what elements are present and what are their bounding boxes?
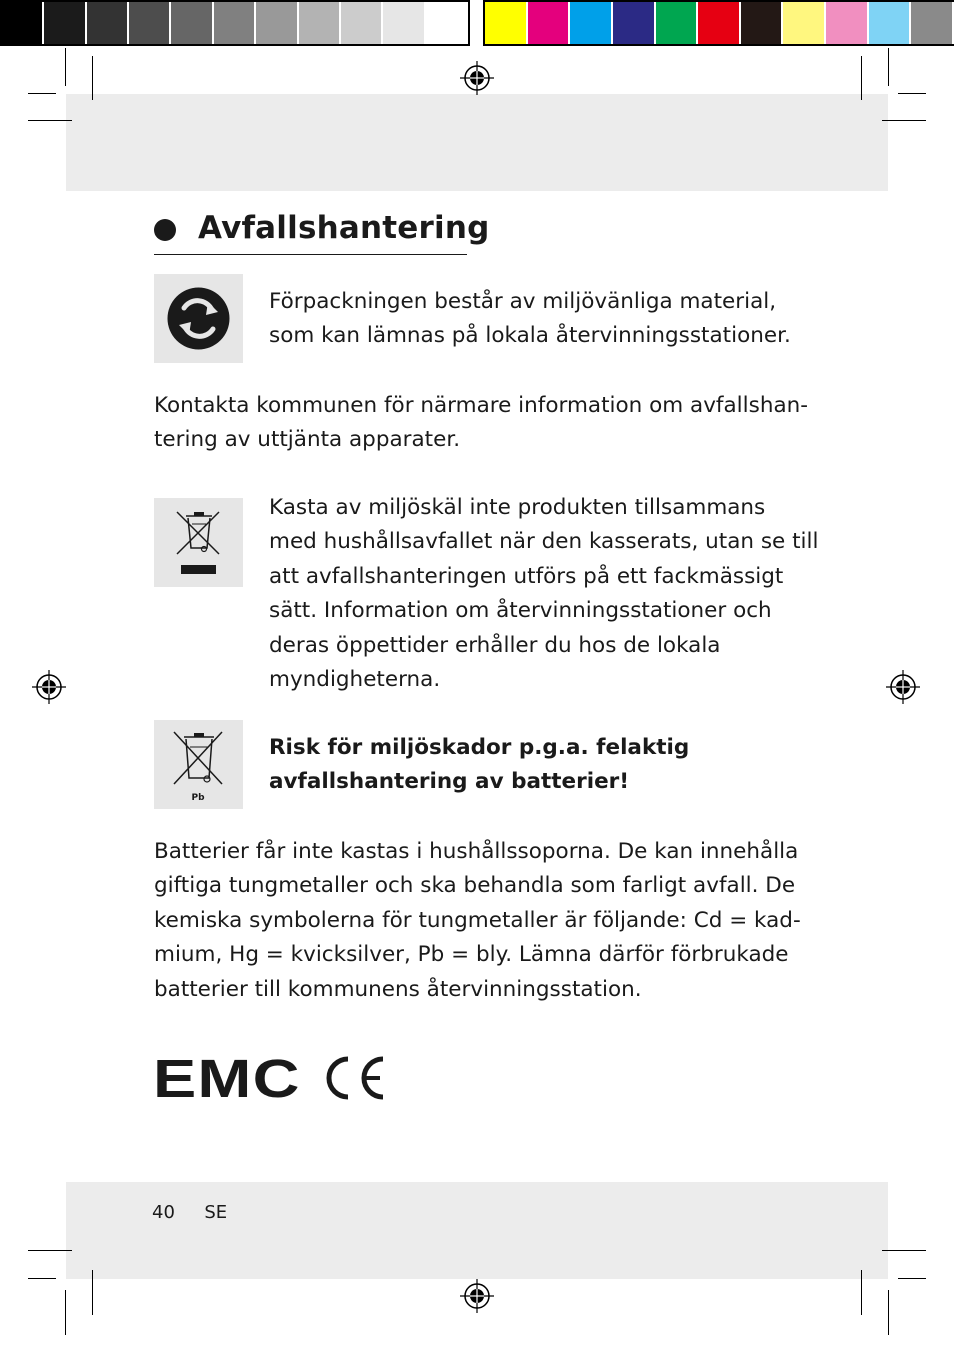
- registration-mark-icon: [32, 670, 66, 704]
- crossed-out-bin-battery-icon: [154, 720, 243, 809]
- footer-band: [66, 1182, 888, 1279]
- text-line: att avfallshanteringen utförs på ett fackmässigt: [269, 563, 784, 589]
- crop-mark: [888, 1290, 889, 1335]
- registration-mark-icon: [460, 61, 494, 95]
- text-line: tering av uttjänta apparater.: [154, 427, 461, 453]
- printer-color-bar: [0, 0, 954, 46]
- language-code: SE: [204, 1202, 228, 1223]
- crop-mark: [65, 1290, 66, 1335]
- crop-mark: [92, 1270, 93, 1315]
- section-title: Avfallshantering: [198, 210, 490, 246]
- battery-info-text: [154, 835, 801, 1007]
- battery-icon-label: Pb: [191, 793, 205, 803]
- section-heading: [154, 210, 490, 255]
- crop-mark: [28, 93, 56, 94]
- emc-mark: EMC: [153, 1049, 301, 1109]
- crop-mark: [65, 48, 66, 86]
- crop-mark: [898, 1278, 926, 1279]
- text-line: batterier till kommunens återvinningsstation.: [154, 976, 642, 1002]
- text-line: giftiga tungmetaller och ska behandla som farligt avfall. De: [154, 873, 796, 899]
- crop-mark: [28, 120, 72, 121]
- crop-mark: [861, 1270, 862, 1315]
- weee-text: [269, 491, 818, 697]
- text-line: mium, Hg = kvicksilver, Pb = bly. Lämna därför förbrukade: [154, 942, 789, 968]
- registration-mark-icon: [460, 1279, 494, 1313]
- swatch-frame: [0, 0, 470, 46]
- green-dot-recycling-icon: [154, 274, 243, 363]
- crop-mark: [882, 120, 926, 121]
- crossed-out-wheelie-bin-icon: [154, 498, 243, 587]
- text-line: Risk för miljöskador p.g.a. felaktig: [269, 735, 690, 760]
- crop-mark: [92, 56, 93, 100]
- text-line: Kasta av miljöskäl inte produkten tillsammans: [269, 495, 766, 520]
- text-line: deras öppettider erhåller du hos de lokala: [269, 632, 721, 658]
- crop-mark: [898, 93, 926, 94]
- crop-mark: [861, 56, 862, 100]
- battery-warning-text: [269, 731, 689, 800]
- crop-mark: [28, 1250, 72, 1251]
- text-line: kemiska symbolerna för tungmetaller är följande: Cd = kad-: [154, 907, 801, 933]
- text-line: Kontakta kommunen för närmare information om avfallshan-: [154, 393, 809, 418]
- text-line: Batterier får inte kastas i hushållssoporna. De kan innehålla: [154, 839, 799, 864]
- text-line: som kan lämnas på lokala återvinningsstationer.: [269, 323, 791, 349]
- header-band: [66, 94, 888, 191]
- text-line: Förpackningen består av miljövänliga material,: [269, 289, 777, 314]
- text-line: myndigheterna.: [269, 667, 441, 693]
- registration-mark-icon: [886, 670, 920, 704]
- contact-text: [154, 389, 808, 458]
- text-line: med hushållsavfallet när den kasserats, utan se till: [269, 529, 819, 555]
- crop-mark: [28, 1278, 56, 1279]
- crop-mark: [882, 1250, 926, 1251]
- page-footer: [152, 1202, 227, 1223]
- text-line: avfallshantering av batterier!: [269, 769, 630, 795]
- ce-mark-icon: [322, 1055, 386, 1101]
- heading-bullet-icon: [154, 219, 176, 241]
- swatch-frame: [483, 0, 954, 46]
- text-line: sätt. Information om återvinningsstationer och: [269, 598, 772, 624]
- crop-mark: [888, 48, 889, 86]
- page-number: 40: [152, 1202, 175, 1223]
- packaging-text: [269, 285, 791, 354]
